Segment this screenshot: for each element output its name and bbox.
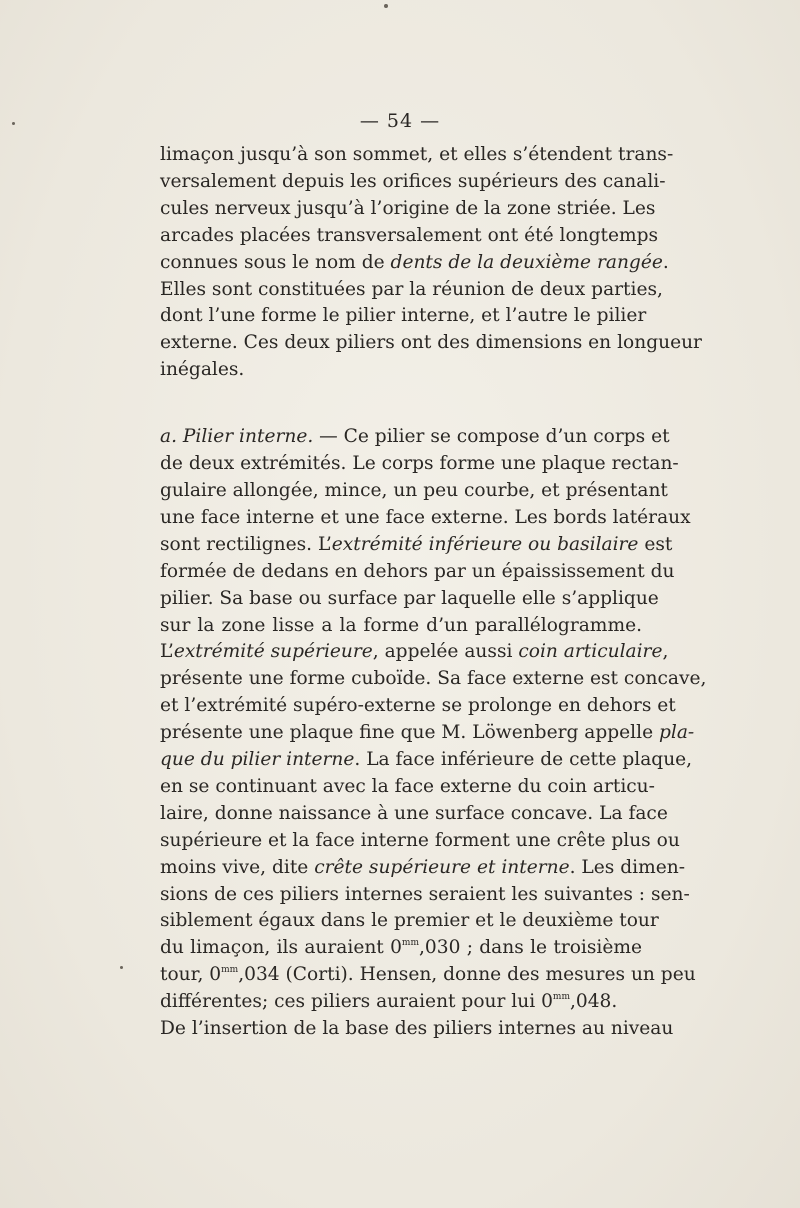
text-run: est	[638, 533, 673, 555]
text-line: gulaire allongée, mince, un peu courbe, et présentant	[160, 479, 668, 501]
italic-term: que du pilier interne	[160, 749, 355, 771]
text-line: supérieure et la face interne forment une crête plus ou	[160, 829, 680, 851]
text-line: et l’extrémité supéro-externe se prolonge en dehors et	[160, 695, 676, 717]
text-line: formée de dedans en dehors par un épaississement du	[160, 560, 675, 582]
ink-speck	[384, 4, 388, 8]
text-line	[160, 855, 685, 882]
section-heading: a. Pilier interne.	[160, 426, 314, 448]
unit-superscript: mm	[221, 965, 239, 976]
italic-term: dents de la deuxième rangée	[390, 251, 663, 273]
text-run: — Ce pilier se compose d’un corps et	[313, 426, 670, 448]
unit-superscript: mm	[401, 938, 419, 949]
text-line	[160, 747, 693, 774]
paragraph-3	[160, 1016, 674, 1043]
text-run: différentes; ces piliers auraient pour lui 0	[160, 991, 553, 1013]
text-line: sions de ces piliers internes seraient les suivantes : sen-	[160, 883, 690, 905]
text-run: ,030 ; dans le troisième	[419, 937, 642, 959]
text-line	[160, 639, 669, 666]
text-run: connues sous le nom de	[160, 251, 391, 273]
paragraph-gap	[160, 384, 642, 424]
ink-speck	[120, 966, 123, 969]
text-run: moins vive, dite	[160, 856, 315, 878]
text-line: inégales.	[160, 359, 245, 381]
body-text	[160, 142, 707, 1043]
text-run: ,048.	[569, 991, 618, 1013]
text-line: versalement depuis les orifices supérieurs des canali-	[160, 170, 666, 192]
text-line: présente une forme cuboïde. Sa face externe est concave,	[160, 668, 707, 690]
text-line: limaçon jusqu’à son sommet, et elles s’étendent trans-	[160, 144, 674, 165]
unit-superscript: mm	[552, 992, 570, 1003]
text-line	[160, 720, 695, 747]
text-line	[160, 532, 673, 559]
text-line: arcades placées transversalement ont été longtemps	[160, 224, 659, 246]
text-line: externe. Ces deux piliers ont des dimensions en longueur	[160, 332, 702, 354]
text-line: dont l’une forme le pilier interne, et l’autre le pilier	[160, 305, 647, 327]
italic-term: pla-	[658, 722, 695, 744]
text-line	[160, 935, 642, 962]
text-line: sur la zone lisse a la forme d’un parallélogramme.	[160, 614, 642, 636]
italic-term: extrémité inférieure ou basilaire	[331, 533, 639, 555]
text-line: De l’insertion de la base des piliers internes au niveau	[160, 1018, 674, 1040]
text-line	[160, 962, 696, 989]
text-line	[160, 250, 669, 277]
text-run: . Les dimen-	[569, 856, 685, 878]
text-line	[160, 989, 642, 1016]
text-run: ,034 (Corti). Hensen, donne des mesures un peu	[238, 964, 696, 986]
italic-term: coin articulaire	[518, 641, 663, 663]
text-run: , appelée aussi	[372, 641, 519, 663]
text-run: .	[662, 251, 669, 273]
paragraph-1	[160, 142, 702, 384]
page-number: — 54 —	[359, 110, 441, 132]
italic-term: crête supérieure et interne	[314, 856, 570, 878]
italic-term: extrémité supérieure	[173, 641, 373, 663]
text-run: présente une plaque fine que M. Löwenberg appelle	[160, 722, 659, 744]
text-line: laire, donne naissance à une surface concave. La face	[160, 802, 668, 824]
text-run: ,	[662, 641, 669, 663]
text-line: cules nerveux jusqu’à l’origine de la zone striée. Les	[160, 197, 656, 219]
text-line: Elles sont constituées par la réunion de deux parties,	[160, 278, 663, 300]
text-run: du limaçon, ils auraient 0	[160, 937, 402, 959]
text-line: une face interne et une face externe. Les bords latéraux	[160, 506, 691, 528]
text-run: tour, 0	[160, 964, 222, 986]
text-line	[160, 424, 670, 451]
text-line: pilier. Sa base ou surface par laquelle elle s’applique	[160, 587, 659, 609]
text-run: L’	[160, 641, 174, 663]
text-run: . La face inférieure de cette plaque,	[354, 749, 693, 771]
text-line: de deux extrémités. Le corps forme une plaque rectan-	[160, 453, 679, 475]
paragraph-2	[160, 424, 707, 1016]
text-line: siblement égaux dans le premier et le deuxième tour	[160, 910, 659, 932]
text-run: sont rectilignes. L’	[160, 533, 332, 555]
text-line: en se continuant avec la face externe du coin articu-	[160, 775, 655, 797]
